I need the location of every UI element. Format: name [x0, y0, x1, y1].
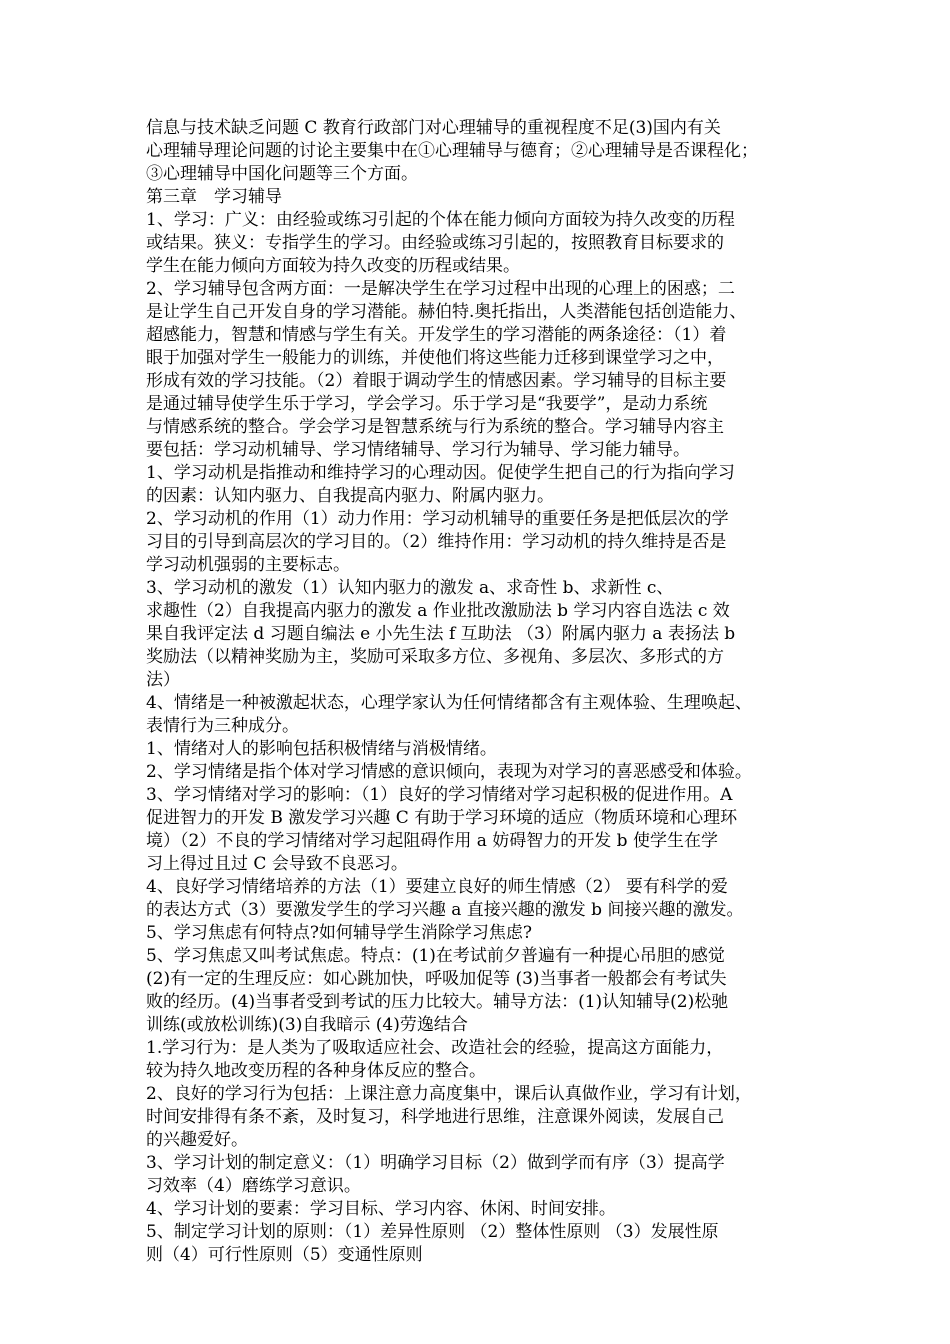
text-line: 与情感系统的整合。学会学习是智慧系统与行为系统的整合。学习辅导内容主: [146, 417, 724, 437]
text-line: 习目的引导到高层次的学习目的。（2）维持作用：学习动机的持久维持是否是: [146, 532, 727, 552]
text-line: 则（4）可行性原则（5）变通性原则: [146, 1245, 423, 1265]
text-line: 第三章 学习辅导: [146, 187, 282, 207]
text-line: 眼于加强对学生一般能力的训练，并使他们将这些能力迁移到课堂学习之中，: [146, 348, 724, 368]
text-line: 的因素：认知内驱力、自我提高内驱力、附属内驱力。: [146, 486, 554, 506]
text-line: 学习动机强弱的主要标志。: [146, 555, 350, 575]
text-line: (2)有一定的生理反应：如心跳加快，呼吸加促等 (3)当事者一般都会有考试失: [146, 969, 727, 989]
text-line: 或结果。狭义：专指学生的学习。由经验或练习引起的，按照教育目标要求的: [146, 233, 724, 253]
text-line: 果自我评定法 d 习题自编法 e 小先生法 f 互助法 （3）附属内驱力 a 表扬法 b: [146, 624, 736, 644]
text-line: 信息与技术缺乏问题 C 教育行政部门对心理辅导的重视程度不足(3)国内有关: [146, 118, 721, 138]
document-body: [146, 117, 816, 1267]
text-line: 3、学习动机的激发（1）认知内驱力的激发 a、求奇性 b、求新性 c、: [146, 578, 674, 598]
text-line: 习上得过且过 C 会导致不良恶习。: [146, 854, 408, 874]
text-line: 求趣性（2）自我提高内驱力的激发 a 作业批改激励法 b 学习内容自选法 c 效: [146, 601, 730, 621]
text-line: 学生在能力倾向方面较为持久改变的历程或结果。: [146, 256, 520, 276]
text-line: 4、学习计划的要素：学习目标、学习内容、休闲、时间安排。: [146, 1199, 616, 1219]
text-line: 1.学习行为：是人类为了吸取适应社会、改造社会的经验，提高这方面能力，: [146, 1038, 724, 1058]
text-line: 2、学习辅导包含两方面：一是解决学生在学习过程中出现的心理上的困惑；二: [146, 279, 735, 299]
text-line: 1、学习动机是指推动和维持学习的心理动因。促使学生把自己的行为指向学习: [146, 463, 735, 483]
text-line: 的表达方式（3）要激发学生的学习兴趣 a 直接兴趣的激发 b 间接兴趣的激发。: [146, 900, 744, 920]
text-line: 是让学生自己开发自身的学习潜能。赫伯特.奥托指出，人类潜能包括创造能力、: [146, 302, 747, 322]
text-line: 的兴趣爱好。: [146, 1130, 248, 1150]
text-line: 1、情绪对人的影响包括积极情绪与消极情绪。: [146, 739, 497, 759]
text-line: 5、学习焦虑有何特点?如何辅导学生消除学习焦虑?: [146, 923, 533, 943]
text-line: 2、学习情绪是指个体对学习情感的意识倾向，表现为对学习的喜恶感受和体验。: [146, 762, 752, 782]
text-line: 奖励法（以精神奖励为主，奖励可采取多方位、多视角、多层次、多形式的方: [146, 647, 724, 667]
text-line: ③心理辅导中国化问题等三个方面。: [146, 164, 418, 184]
text-line: 促进智力的开发 B 激发学习兴趣 C 有助于学习环境的适应（物质环境和心理环: [146, 808, 738, 828]
text-line: 心理辅导理论问题的讨论主要集中在①心理辅导与德育；②心理辅导是否课程化；: [146, 141, 758, 161]
text-line: 表情行为三种成分。: [146, 716, 299, 736]
text-line: 境）（2）不良的学习情绪对学习起阻碍作用 a 妨碍智力的开发 b 使学生在学: [146, 831, 718, 851]
text-line: 习效率（4）磨练学习意识。: [146, 1176, 361, 1196]
text-line: 4、情绪是一种被激起状态，心理学家认为任何情绪都含有主观体验、生理唤起、: [146, 693, 752, 713]
text-line: 1、学习：广义：由经验或练习引起的个体在能力倾向方面较为持久改变的历程: [146, 210, 735, 230]
text-line: 时间安排得有条不紊，及时复习，科学地进行思维，注意课外阅读，发展自己: [146, 1107, 724, 1127]
text-line: 是通过辅导使学生乐于学习，学会学习。乐于学习是“我要学”，是动力系统: [146, 394, 708, 414]
text-line: 2、学习动机的作用（1）动力作用：学习动机辅导的重要任务是把低层次的学: [146, 509, 729, 529]
text-line: 3、学习计划的制定意义：（1）明确学习目标（2）做到学而有序（3）提高学: [146, 1153, 725, 1173]
text-line: 5、制定学习计划的原则：（1）差异性原则 （2）整体性原则 （3）发展性原: [146, 1222, 719, 1242]
text-line: 5、学习焦虑又叫考试焦虑。特点：(1)在考试前夕普遍有一种提心吊胆的感觉: [146, 946, 725, 966]
text-line: 形成有效的学习技能。（2）着眼于调动学生的情感因素。学习辅导的目标主要: [146, 371, 727, 391]
text-line: 要包括：学习动机辅导、学习情绪辅导、学习行为辅导、学习能力辅导。: [146, 440, 690, 460]
text-line: 4、良好学习情绪培养的方法（1）要建立良好的师生情感（2） 要有科学的爱: [146, 877, 728, 897]
text-line: 超感能力，智慧和情感与学生有关。开发学生的学习潜能的两条途径：（1）着: [146, 325, 727, 345]
text-line: 较为持久地改变历程的各种身体反应的整合。: [146, 1061, 486, 1081]
text-line: 法）: [146, 670, 180, 690]
text-line: 2、良好的学习行为包括：上课注意力高度集中，课后认真做作业，学习有计划，: [146, 1084, 752, 1104]
text-line: 败的经历。(4)当事者受到考试的压力比较大。辅导方法：(1)认知辅导(2)松驰: [146, 992, 729, 1012]
text-line: 3、学习情绪对学习的影响：（1）良好的学习情绪对学习起积极的促进作用。A: [146, 785, 733, 805]
text-line: 训练(或放松训练)(3)自我暗示 (4)劳逸结合: [146, 1015, 468, 1035]
